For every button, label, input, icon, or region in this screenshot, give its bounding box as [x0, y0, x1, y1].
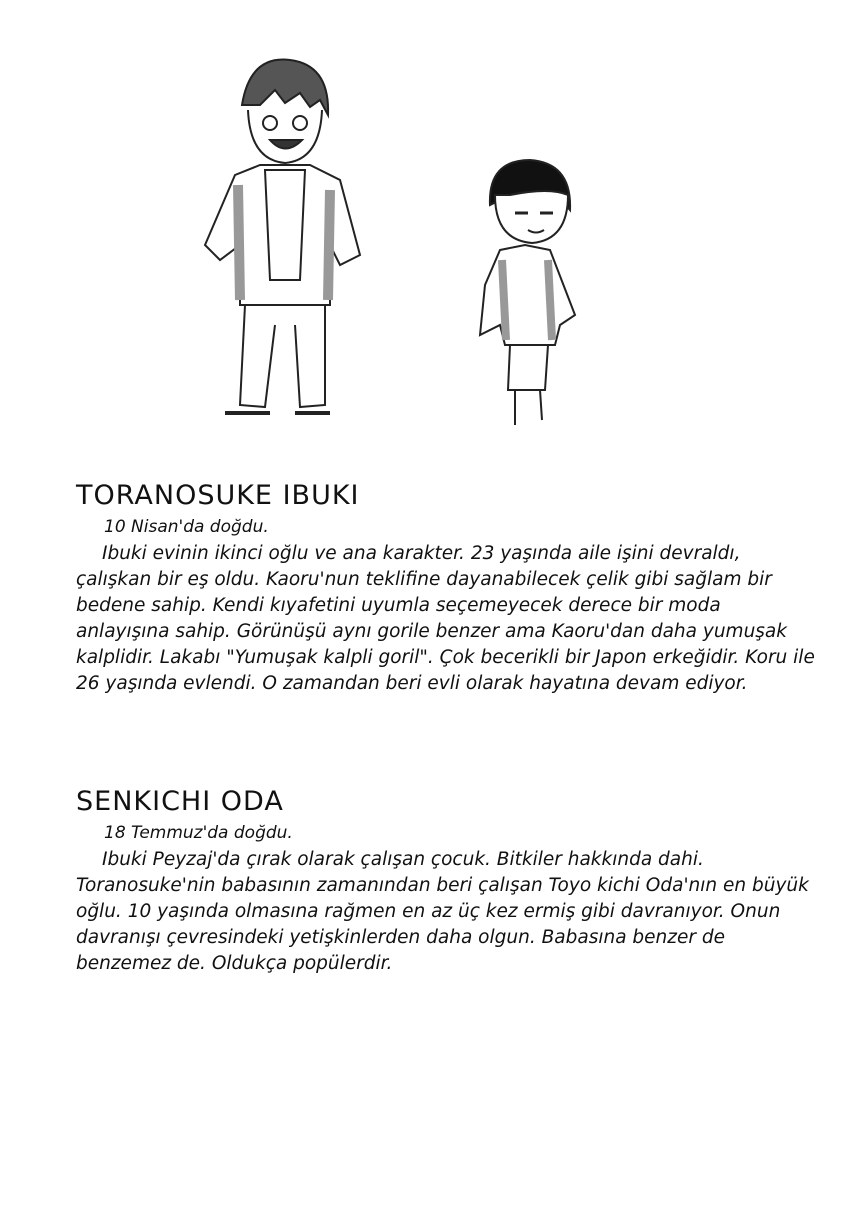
birth-date: 18 Temmuz'da doğdu.	[104, 823, 293, 843]
character-name: TORANOSUKE IBUKI	[76, 480, 360, 511]
character-profile-senkichi	[76, 786, 816, 977]
character-name: SENKICHI ODA	[76, 786, 284, 817]
birth-date: 10 Nisan'da doğdu.	[104, 517, 269, 537]
senkichi-figure	[480, 160, 575, 425]
character-illustration	[180, 45, 600, 440]
character-bio: Ibuki Peyzaj'da çırak olarak çalışan çocuk. Bitkiler hakkında dahi. Toranosuke'nin babasının zamanından beri çalışan Toyo kichi Oda'nın en büyük oğlu. 10 yaşında olmasına rağmen en az üç kez ermiş gibi davranıyor. Onun davranışı çevresindeki yetişkinlerden daha olgun. Babasına benzer de benzemez de. Oldukça popülerdir.	[76, 849, 809, 974]
character-profile-toranosuke	[76, 480, 816, 697]
character-bio: Ibuki evinin ikinci oğlu ve ana karakter. 23 yaşında aile işini devraldı, çalışkan bir eş oldu. Kaoru'nun teklifine dayanabilecek çelik gibi sağlam bir bedene sahip. Kendi kıyafetini uyumla seçemeyecek derece bir moda anlayışına sahip. Görünüşü aynı gorile benzer ama Kaoru'dan daha yumuşak kalplidir. Lakabı "Yumuşak kalpli goril". Çok becerikli bir Japon erkeğidir. Koru ile 26 yaşında evlendi. O zamandan beri evli olarak hayatına devam ediyor.	[76, 543, 815, 694]
toranosuke-figure	[205, 60, 360, 413]
